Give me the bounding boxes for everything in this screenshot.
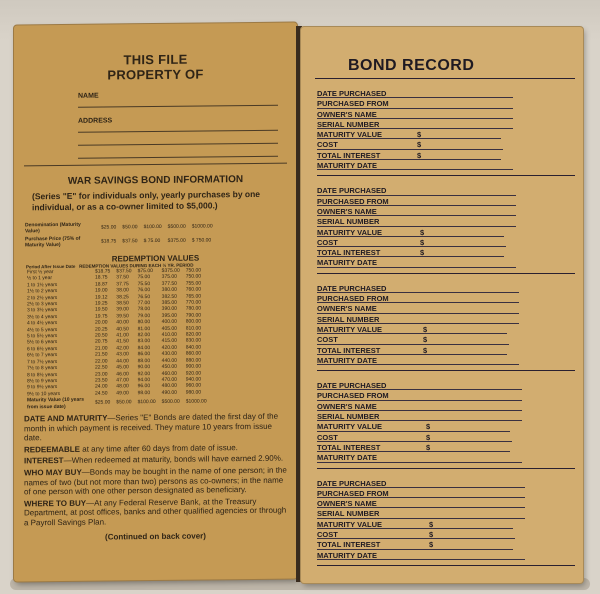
record-field[interactable]: [317, 207, 516, 217]
value-cell: 790.00: [185, 312, 202, 319]
value-cell: 920.00: [185, 370, 202, 377]
period-cell: 6½ to 7 years: [27, 352, 58, 359]
record-field[interactable]: [317, 89, 513, 99]
value-cell: 75.50: [137, 280, 151, 288]
dollar-sign: $: [426, 422, 431, 432]
price-cell: $37.50: [122, 238, 138, 245]
purchase-price-label: Purchase Price (75% of Maturity Value): [25, 235, 81, 249]
value-cell: 88.00: [137, 357, 151, 364]
value-cell: 755.00: [185, 280, 202, 287]
record-field-label: SERIAL NUMBER: [317, 314, 380, 324]
name-line: [78, 87, 278, 108]
series-note: (Series "E" for individuals only, yearly purchases by one individual, or as a co-owner limited to $5,000.): [32, 188, 261, 213]
record-field[interactable]: [317, 161, 513, 171]
dollar-sign: $: [426, 432, 431, 442]
value-cell: 22.00: [95, 358, 108, 365]
value-cell: 90.00: [137, 364, 151, 371]
record-field-label: OWNER'S NAME: [317, 304, 377, 314]
record-field-label: MATURITY VALUE: [317, 519, 382, 529]
value-cell: 460.00: [161, 370, 177, 377]
value-cell: 420.00: [161, 344, 177, 351]
terms-paragraph: [24, 496, 287, 528]
record-field-label: PURCHASED FROM: [317, 99, 389, 109]
terms-body: —When redeemed at maturity, bonds will have earned 2.90%.: [63, 453, 284, 466]
value-cell: 860.00: [185, 350, 202, 357]
record-field-label: COST: [317, 432, 338, 442]
entry-divider: [317, 175, 575, 176]
value-cell: 38.00: [116, 287, 129, 294]
value-cell: 79.00: [137, 312, 151, 320]
record-field-label: OWNER'S NAME: [317, 109, 377, 119]
period-cell: 1 to 1½ years: [27, 281, 58, 289]
value-cell: 430.00: [161, 351, 177, 358]
period-cell: 6 to 6½ years: [27, 345, 58, 353]
dollar-sign: $: [423, 345, 428, 355]
value-cell: 76.00: [137, 287, 151, 294]
record-field[interactable]: [317, 412, 522, 422]
terms-body: —Series "E" Bonds are dated the first day of the month in which payment is received. They mature 10 years from issue date.: [24, 411, 279, 443]
value-cell: 44.00: [116, 357, 129, 365]
record-field[interactable]: [317, 294, 519, 304]
value-cell: 390.00: [161, 306, 177, 313]
value-cell: 47.00: [116, 377, 129, 384]
den-cell: $100.00: [143, 223, 162, 231]
subheader-left: Period After Issue Date: [26, 263, 76, 270]
value-cell: 380.00: [161, 286, 177, 294]
address-line: [78, 112, 278, 133]
record-field[interactable]: [317, 248, 504, 258]
continued-note: (Continued on back cover): [105, 531, 206, 542]
record-field[interactable]: [317, 422, 510, 432]
record-field[interactable]: [317, 186, 516, 196]
address-label: ADDRESS: [78, 117, 113, 125]
value-cell: 39.50: [116, 313, 129, 320]
value-cell: 20.25: [95, 326, 108, 333]
value-cell: 900.00: [185, 363, 202, 370]
record-field-label: MATURITY VALUE: [317, 130, 382, 140]
record-field-label: TOTAL INTEREST: [317, 150, 381, 160]
subheader-right: REDEMPTION VALUES DURING EACH ½ YR. PERIOD: [79, 262, 194, 269]
record-field-label: TOTAL INTEREST: [317, 248, 381, 258]
dollar-sign: $: [423, 324, 428, 334]
value-cell: 46.00: [116, 370, 129, 377]
maturity-value-cell: $1000.00: [185, 398, 207, 406]
period-cell: 2 to 2½ years: [27, 294, 58, 301]
record-field-label: COST: [317, 529, 338, 539]
value-cell: 94.00: [137, 376, 151, 384]
maturity-value-cell: $25.00: [95, 399, 111, 406]
divider: [24, 163, 287, 167]
record-field[interactable]: [317, 540, 513, 550]
record-field[interactable]: [317, 120, 513, 130]
period-cell: 9 to 9½ years: [27, 384, 58, 391]
value-cell: 375.00: [161, 274, 177, 281]
den-cell: $1000.00: [191, 223, 213, 230]
terms-heading: INTEREST: [24, 456, 64, 466]
value-cell: 19.25: [95, 300, 108, 307]
entry-divider: [317, 565, 575, 566]
value-cell: 400.00: [161, 319, 177, 326]
dollar-sign: $: [417, 150, 422, 160]
value-cell: 18.87: [95, 281, 108, 288]
record-field-label: MATURITY DATE: [317, 355, 377, 365]
value-cell: 84.00: [137, 344, 151, 352]
value-cell: $75.00: [137, 268, 153, 275]
redemption-title: REDEMPTION VALUES: [111, 253, 200, 264]
record-field[interactable]: [317, 443, 510, 453]
record-field[interactable]: [317, 284, 519, 294]
dollar-sign: $: [417, 130, 422, 140]
period-cell: 3½ to 4 years: [27, 313, 58, 321]
bond-record-title: BOND RECORD: [348, 57, 475, 74]
value-cell: 480.00: [161, 383, 177, 390]
name-label: NAME: [78, 92, 99, 100]
bond-record-entry: [317, 89, 583, 176]
record-field[interactable]: [317, 140, 503, 150]
maturity-value-cell: $50.00: [116, 399, 132, 406]
dollar-sign: $: [429, 540, 434, 550]
record-field-label: MATURITY DATE: [317, 258, 377, 268]
period-cell: 4½ to 5 years: [27, 326, 58, 334]
value-cell: 40.00: [116, 319, 129, 326]
dollar-sign: $: [429, 529, 434, 539]
record-field-label: MATURITY DATE: [317, 161, 377, 171]
record-field[interactable]: [317, 499, 525, 509]
record-field-label: TOTAL INTEREST: [317, 442, 381, 452]
value-cell: 82.00: [137, 332, 151, 339]
field-underline: [317, 149, 503, 150]
title-line-2: PROPERTY OF: [107, 66, 204, 83]
value-cell: 75.00: [137, 274, 151, 281]
period-cell: 5½ to 6 years: [27, 339, 58, 346]
terms-body: at any time after 60 days from date of issue.: [80, 442, 238, 454]
value-cell: 38.50: [116, 300, 129, 307]
record-field[interactable]: [317, 489, 525, 499]
value-cell: 23.50: [95, 377, 108, 384]
bond-record-entry: [317, 479, 583, 566]
record-field-label: DATE PURCHASED: [317, 381, 387, 391]
record-field-label: TOTAL INTEREST: [317, 345, 381, 355]
record-field-label: TOTAL INTEREST: [317, 540, 381, 550]
value-cell: 19.75: [95, 313, 108, 320]
value-cell: 38.25: [116, 293, 129, 301]
terms-text: [24, 412, 287, 528]
record-field-label: OWNER'S NAME: [317, 401, 377, 411]
value-cell: 42.00: [116, 345, 129, 352]
value-cell: 450.00: [161, 363, 177, 371]
price-cell: $ 750.00: [191, 237, 212, 244]
record-field[interactable]: [317, 238, 506, 248]
value-cell: $18.75: [95, 268, 111, 275]
period-cell: First ½ year: [27, 269, 54, 276]
dollar-sign: $: [417, 140, 422, 150]
value-cell: 20.75: [95, 338, 108, 346]
value-cell: 22.50: [95, 364, 108, 371]
terms-heading: REDEEMABLE: [24, 444, 81, 455]
value-cell: 470.00: [161, 376, 177, 383]
maturity-label: Maturity Value (10 years from issue date): [27, 396, 84, 410]
dollar-sign: $: [420, 237, 425, 247]
record-field[interactable]: [317, 551, 525, 561]
denomination-table: [22, 219, 216, 249]
dollar-sign: $: [420, 227, 425, 237]
value-cell: 410.00: [161, 331, 177, 338]
record-field-label: SERIAL NUMBER: [317, 217, 380, 227]
value-cell: 440.00: [161, 357, 177, 364]
record-field-label: OWNER'S NAME: [317, 499, 377, 509]
value-cell: 415.00: [161, 338, 177, 345]
record-field[interactable]: [317, 130, 501, 140]
value-cell: 960.00: [185, 382, 202, 389]
value-cell: 83.00: [137, 338, 151, 345]
record-field-label: MATURITY VALUE: [317, 422, 382, 432]
value-cell: 490.00: [161, 389, 177, 396]
value-cell: 41.50: [116, 338, 129, 345]
file-cover-page: [14, 23, 297, 582]
value-cell: 23.00: [95, 371, 108, 378]
record-field[interactable]: [317, 217, 516, 227]
value-cell: $37.50: [116, 268, 132, 275]
record-field[interactable]: [317, 381, 522, 391]
period-cell: 7 to 7½ years: [27, 358, 58, 366]
record-field[interactable]: [317, 151, 501, 161]
value-cell: 382.50: [161, 293, 177, 300]
period-cell: ½ to 1 year: [27, 275, 53, 282]
value-cell: 48.00: [116, 383, 129, 390]
record-field-label: OWNER'S NAME: [317, 206, 377, 216]
value-cell: 405.00: [161, 325, 177, 332]
record-field-label: SERIAL NUMBER: [317, 412, 380, 422]
terms-heading: DATE AND MATURITY: [24, 413, 108, 424]
value-cell: 49.00: [116, 389, 129, 397]
value-cell: 820.00: [185, 331, 202, 338]
terms-body: —Bonds may be bought in the name of one person; in the names of two (but not more than two) persons as co-owners; in the name of one person with one other person designated as beneficiary.: [24, 465, 287, 497]
value-cell: 40.50: [116, 325, 129, 333]
value-cell: 76.50: [137, 293, 151, 300]
record-field[interactable]: [317, 509, 525, 519]
value-cell: 21.00: [95, 345, 108, 352]
record-field-label: PURCHASED FROM: [317, 196, 389, 206]
maturity-value-cell: $500.00: [161, 399, 180, 406]
period-cell: 1½ to 2 years: [27, 288, 58, 295]
entry-divider: [317, 468, 575, 469]
value-cell: 37.75: [116, 281, 129, 288]
value-cell: 19.50: [95, 306, 108, 314]
record-field[interactable]: [317, 335, 509, 345]
record-field[interactable]: [317, 110, 513, 120]
value-cell: 24.00: [95, 383, 108, 390]
record-field-label: MATURITY DATE: [317, 453, 377, 463]
period-cell: 2½ to 3 years: [27, 301, 58, 308]
value-cell: 21.50: [95, 351, 108, 358]
record-field-label: COST: [317, 237, 338, 247]
record-field[interactable]: [317, 304, 519, 314]
title-rule: [315, 78, 575, 79]
value-cell: 20.00: [95, 319, 108, 326]
record-field[interactable]: [317, 315, 519, 325]
denomination-label: Denomination (Maturity Value): [25, 221, 81, 235]
den-cell: $25.00: [101, 224, 117, 231]
record-field-label: MATURITY VALUE: [317, 227, 382, 237]
dollar-sign: $: [420, 248, 425, 258]
value-cell: 92.00: [137, 370, 151, 377]
value-cell: 86.00: [137, 351, 151, 358]
record-field-label: SERIAL NUMBER: [317, 509, 380, 519]
value-cell: 41.00: [116, 332, 129, 339]
price-cell: $ 75.00: [143, 237, 161, 245]
dollar-sign: $: [426, 442, 431, 452]
redemption-table: [24, 267, 210, 410]
value-cell: $375.00: [161, 267, 180, 274]
entry-divider: [317, 273, 575, 274]
record-groups: [301, 89, 583, 566]
address-line-3: [78, 144, 278, 159]
value-cell: 81.00: [137, 325, 151, 332]
value-cell: 39.00: [116, 306, 129, 313]
record-field[interactable]: [317, 433, 512, 443]
record-field-label: PURCHASED FROM: [317, 391, 389, 401]
value-cell: 780.00: [185, 305, 202, 313]
value-cell: 24.50: [95, 390, 108, 397]
value-cell: 760.00: [185, 286, 202, 293]
record-field[interactable]: [317, 402, 522, 412]
record-field-label: COST: [317, 140, 338, 150]
terms-paragraph: [24, 454, 287, 466]
record-field[interactable]: [317, 356, 519, 366]
terms-paragraph: [24, 412, 287, 444]
record-field-label: MATURITY VALUE: [317, 324, 382, 334]
value-cell: 98.00: [137, 389, 151, 396]
record-field[interactable]: [317, 258, 516, 268]
period-cell: 7½ to 8 years: [27, 365, 58, 372]
period-cell: 9½ to 10 years: [27, 390, 61, 398]
record-field-label: DATE PURCHASED: [317, 89, 387, 98]
record-field-label: PURCHASED FROM: [317, 488, 389, 498]
record-field-label: DATE PURCHASED: [317, 186, 387, 196]
value-cell: 18.75: [95, 274, 108, 282]
record-field[interactable]: [317, 99, 513, 109]
bond-record-entry: [317, 284, 583, 371]
value-cell: 980.00: [185, 389, 202, 396]
field-underline: [317, 344, 509, 345]
terms-paragraph: [24, 442, 287, 454]
value-cell: 750.00: [185, 273, 202, 281]
record-field[interactable]: [317, 346, 507, 356]
record-field[interactable]: [317, 325, 507, 335]
dollar-sign: $: [429, 519, 434, 529]
period-cell: 3 to 3½ years: [27, 307, 58, 314]
record-field[interactable]: [317, 197, 516, 207]
bond-record-page: [301, 27, 583, 583]
value-cell: 810.00: [185, 325, 202, 332]
title-line-1: THIS FILE: [123, 51, 188, 68]
terms-body: —At any Federal Reserve Bank, at the Treasury Department, at post offices, banks and other qualified agencies or through a Payroll Savings Plan.: [24, 496, 287, 528]
price-cell: $375.00: [167, 237, 186, 244]
value-cell: 20.50: [95, 332, 108, 339]
record-field-label: COST: [317, 335, 338, 345]
maturity-row: [24, 396, 210, 411]
record-field-label: DATE PURCHASED: [317, 478, 387, 488]
value-cell: 830.00: [185, 337, 202, 345]
value-cell: 43.00: [116, 351, 129, 358]
field-underline: [317, 246, 506, 247]
value-cell: 880.00: [185, 357, 202, 364]
period-cell: 4 to 4½ years: [27, 320, 58, 327]
record-field-label: DATE PURCHASED: [317, 283, 387, 293]
value-cell: 750.00: [185, 267, 202, 274]
value-cell: 77.00: [137, 300, 151, 307]
value-cell: 840.00: [185, 344, 202, 351]
file-title: [14, 51, 297, 84]
value-cell: 385.00: [161, 299, 177, 306]
value-cell: 78.00: [137, 306, 151, 313]
dollar-sign: $: [423, 335, 428, 345]
price-cell: $18.75: [101, 238, 117, 245]
value-cell: 37.50: [116, 274, 129, 281]
record-field[interactable]: [317, 228, 504, 238]
period-cell: 5 to 5½ years: [27, 333, 58, 340]
period-cell: 8 to 8½ years: [27, 371, 58, 378]
terms-heading: WHO MAY BUY: [24, 467, 82, 478]
value-cell: 45.00: [116, 364, 129, 371]
bond-record-entry: [317, 186, 583, 273]
bond-record-entry: [317, 381, 583, 468]
den-cell: $500.00: [167, 223, 186, 230]
value-cell: 96.00: [137, 383, 151, 390]
value-cell: 940.00: [185, 376, 202, 383]
record-field[interactable]: [317, 520, 513, 530]
record-field[interactable]: [317, 453, 522, 463]
record-field-label: PURCHASED FROM: [317, 294, 389, 304]
value-cell: 19.00: [95, 287, 108, 294]
terms-heading: WHERE TO BUY: [24, 498, 87, 509]
record-field-label: MATURITY DATE: [317, 550, 377, 560]
purchase-price-row: [22, 233, 216, 249]
value-cell: 765.00: [185, 293, 202, 300]
maturity-value-cell: $100.00: [137, 399, 156, 406]
record-field[interactable]: [317, 391, 522, 401]
record-field[interactable]: [317, 530, 515, 540]
entry-divider: [317, 370, 575, 371]
record-field-label: SERIAL NUMBER: [317, 119, 380, 129]
field-underline: [317, 441, 512, 442]
value-cell: 19.12: [95, 294, 108, 301]
den-cell: $50.00: [122, 224, 138, 231]
period-cell: 8½ to 9 years: [27, 377, 58, 385]
value-cell: 80.00: [137, 319, 151, 326]
value-cell: 395.00: [161, 312, 177, 319]
info-heading: WAR SAVINGS BOND INFORMATION: [67, 174, 244, 187]
record-field[interactable]: [317, 479, 525, 489]
value-cell: 800.00: [185, 318, 202, 325]
terms-paragraph: [24, 466, 287, 498]
value-cell: 377.50: [161, 280, 177, 287]
value-cell: 770.00: [185, 299, 202, 306]
